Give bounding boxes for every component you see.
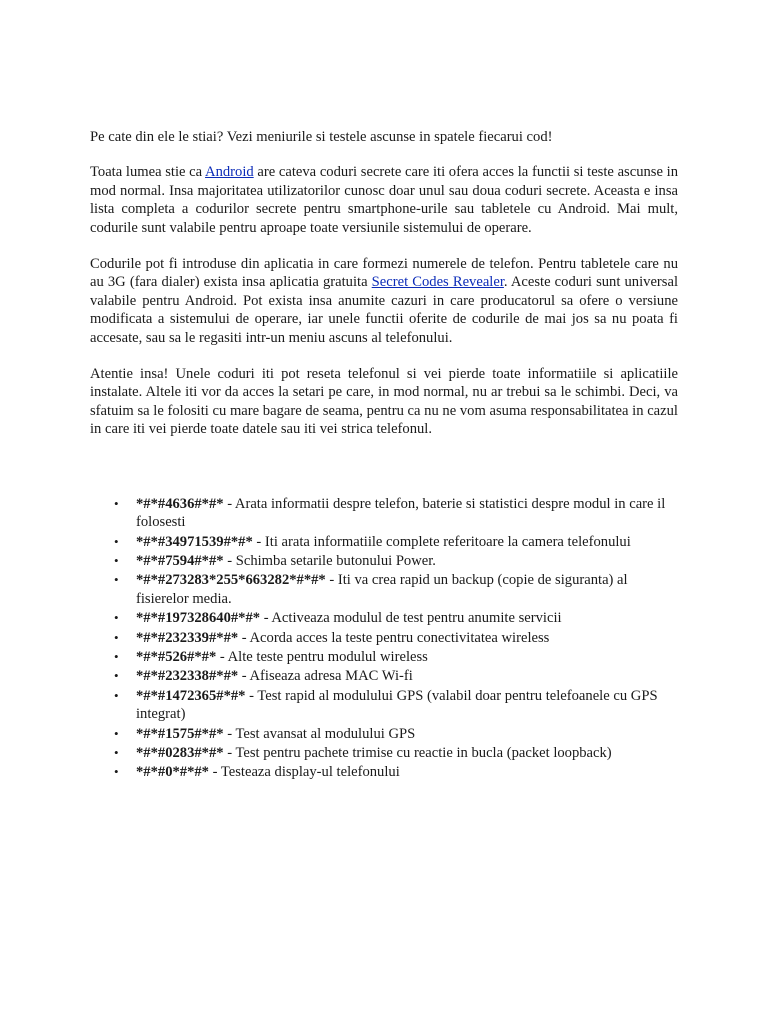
paragraph-android-intro	[90, 163, 678, 237]
code-description: - Iti arata informatiile complete referitoare la camera telefonului	[252, 533, 631, 550]
bullet-icon: •	[114, 687, 119, 703]
secret-code: *#*#197328640#*#*	[136, 610, 261, 627]
intro-line: Pe cate din ele le stiai? Vezi meniurile si testele ascunse in spatele fiecarui cod!	[90, 129, 553, 145]
android-link[interactable]: Android	[205, 164, 254, 181]
bullet-icon: •	[114, 648, 119, 664]
list-item	[90, 552, 678, 570]
code-description: - Schimba setarile butonului Power.	[223, 552, 436, 569]
secret-code: *#*#1575#*#*	[136, 725, 224, 742]
list-item	[90, 629, 678, 647]
secret-code: *#*#0*#*#*	[136, 764, 209, 781]
bullet-icon: •	[114, 572, 119, 588]
document-page	[90, 128, 678, 783]
code-description: - Testeaza display-ul telefonului	[208, 764, 400, 781]
p1-text-before: Toata lumea stie ca	[90, 164, 206, 181]
bullet-icon: •	[114, 725, 119, 741]
bullet-icon: •	[114, 533, 119, 549]
list-item	[90, 763, 678, 781]
p1-text-after: are cateva coduri secrete care iti ofera acces la functii si teste ascunse in mod normal. Insa majoritatea utilizatorilor cunosc doar unul sau doua coduri secrete. Aceasta e insa lista completa a codurilor secrete pentru smartphone-urile sau tabletele cu Android. Mai mult, codurile sunt valabile pentru aproape toate versiunile sistemului de operare.	[90, 164, 679, 236]
list-item	[90, 744, 678, 762]
secret-code: *#*#526#*#*	[136, 648, 217, 665]
bullet-icon: •	[114, 552, 119, 568]
secret-code: *#*#7594#*#*	[136, 552, 224, 569]
list-item	[90, 495, 678, 532]
secret-code: *#*#34971539#*#*	[136, 533, 253, 550]
bullet-icon: •	[114, 495, 119, 511]
secret-code: *#*#232339#*#*	[136, 629, 239, 646]
secret-code: *#*#232338#*#*	[136, 668, 239, 685]
paragraph-warning: Atentie insa! Unele coduri iti pot reseta telefonul si vei pierde toate informatiile si aplicatiile instalate. Altele iti vor da acces la setari pe care, in mod normal, nu ar trebui sa le schimbi. Deci, va sfatuim sa le folositi cu mare bagare de seama, pentru ca nu ne vom asuma responsabilitatea in cazul in care iti vei pierde toate datele sau iti vei strica telefonul.	[90, 366, 678, 438]
secret-codes-revealer-link[interactable]: Secret Codes Revealer	[371, 274, 504, 291]
paragraph-how-to-enter	[90, 255, 678, 347]
secret-code: *#*#273283*255*663282*#*#*	[136, 572, 326, 589]
codes-list	[90, 495, 678, 782]
list-item	[90, 609, 678, 627]
list-item	[90, 687, 678, 724]
code-description: - Iti va crea rapid un backup (copie de siguranta) al fisierelor media.	[136, 572, 628, 607]
p2-text-after: . Aceste coduri sunt universal valabile pentru Android. Pot exista insa anumite cazuri in care producatorul sa ofere o versiune modificata a sistemului de operare, iar unele functii oferite de codurile de mai jos sa nu poata fi accesate, sau sa le regasiti intr-un meniu ascuns al telefonului.	[90, 274, 679, 346]
list-item	[90, 571, 678, 608]
secret-code: *#*#0283#*#*	[136, 744, 224, 761]
bullet-icon: •	[114, 629, 119, 645]
secret-code: *#*#4636#*#*	[136, 495, 224, 512]
bullet-icon: •	[114, 744, 119, 760]
code-description: - Acorda acces la teste pentru conectivitatea wireless	[238, 629, 550, 646]
code-description: - Activeaza modulul de test pentru anumite servicii	[260, 610, 562, 627]
list-item	[90, 667, 678, 685]
code-description: - Test pentru pachete trimise cu reactie in bucla (packet loopback)	[223, 744, 612, 761]
bullet-icon: •	[114, 610, 119, 626]
code-description: - Test rapid al modulului GPS (valabil doar pentru telefoanele cu GPS integrat)	[136, 687, 658, 723]
code-description: - Test avansat al modulului GPS	[223, 725, 416, 742]
list-item	[90, 725, 678, 743]
secret-code: *#*#1472365#*#*	[136, 687, 246, 704]
code-description: - Alte teste pentru modulul wireless	[216, 648, 428, 665]
list-item	[90, 533, 678, 551]
code-description: - Afiseaza adresa MAC Wi-fi	[238, 668, 413, 685]
code-description: - Arata informatii despre telefon, baterie si statistici despre modul in care il folosesti	[136, 495, 666, 531]
p2-text-before: Codurile pot fi introduse din aplicatia in care formezi numerele de telefon. Pentru tabletele care nu au 3G (fara dialer) exista insa aplicatia gratuita	[90, 256, 678, 291]
list-item	[90, 648, 678, 666]
bullet-icon: •	[114, 764, 119, 780]
bullet-icon: •	[114, 668, 119, 684]
spacer	[90, 457, 678, 495]
